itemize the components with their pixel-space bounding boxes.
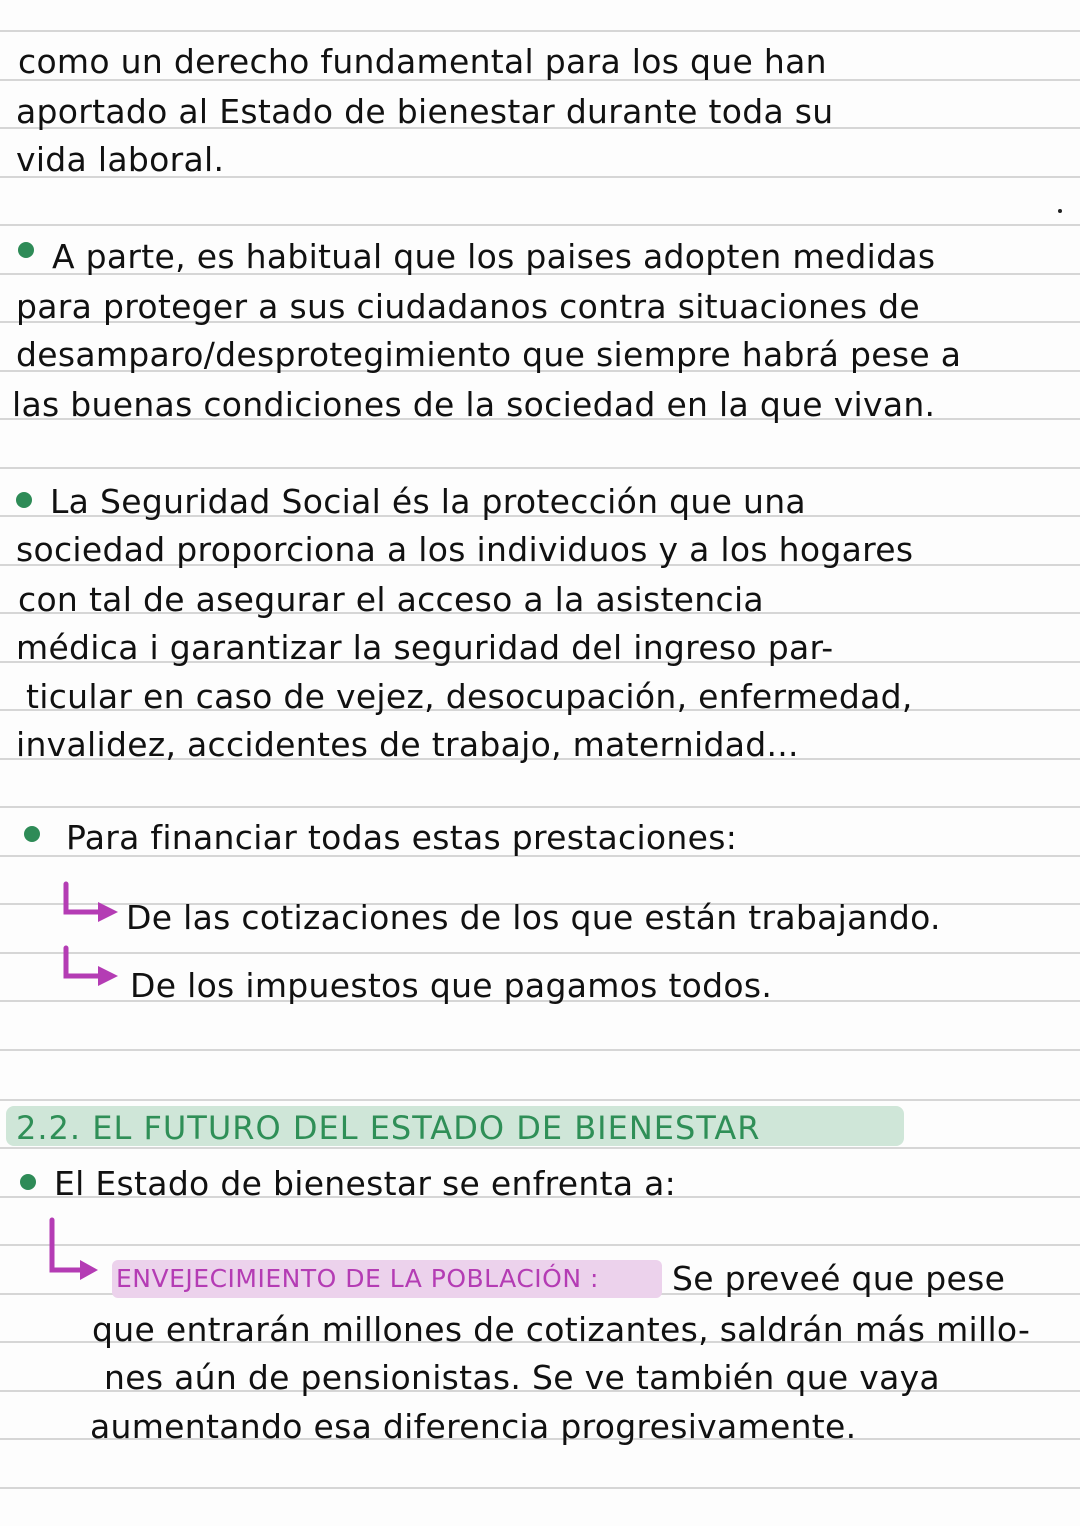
text-line: para proteger a sus ciudadanos contra situaciones de: [16, 287, 920, 326]
ruled-line: [0, 1049, 1080, 1051]
text-line: vida laboral.: [16, 140, 225, 179]
ruled-line: [0, 467, 1080, 469]
text-line: las buenas condiciones de la sociedad en la que vivan.: [12, 385, 936, 424]
list-item: De los impuestos que pagamos todos.: [130, 966, 773, 1005]
text-line: El Estado de bienestar se enfrenta a:: [54, 1164, 677, 1203]
text-line: nes aún de pensionistas. Se ve también que vaya: [104, 1358, 940, 1397]
ruled-line: [0, 1099, 1080, 1101]
bullet-dot-icon: [18, 242, 34, 258]
arrow-bent-right-icon: [60, 944, 124, 990]
text-line: Se preveé que pese: [672, 1259, 1006, 1298]
ruled-line: [0, 1244, 1080, 1246]
ruled-line: [0, 30, 1080, 32]
text-line: invalidez, accidentes de trabajo, maternidad...: [16, 725, 799, 764]
stray-pen-dot: [1058, 209, 1062, 213]
bullet-dot-icon: [24, 826, 40, 842]
text-line: médica i garantizar la seguridad del ingreso par-: [16, 628, 834, 667]
text-line: ticular en caso de vejez, desocupación, enfermedad,: [26, 677, 913, 716]
text-line: Para financiar todas estas prestaciones:: [66, 818, 738, 857]
list-item: De las cotizaciones de los que están trabajando.: [126, 898, 941, 937]
bullet-dot-icon: [16, 492, 32, 508]
ruled-line: [0, 224, 1080, 226]
text-line: A parte, es habitual que los paises adopten medidas: [52, 237, 936, 276]
bullet-dot-icon: [20, 1174, 36, 1190]
ruled-line: [0, 952, 1080, 954]
section-heading: 2.2. EL FUTURO DEL ESTADO DE BIENESTAR: [16, 1109, 761, 1147]
arrow-bent-right-icon: [46, 1216, 110, 1286]
text-line: que entrarán millones de cotizantes, saldrán más millo-: [92, 1310, 1031, 1349]
text-line: como un derecho fundamental para los que han: [18, 42, 827, 81]
ruled-line: [0, 1147, 1080, 1149]
item-label: ENVEJECIMIENTO DE LA POBLACIÓN :: [116, 1264, 599, 1293]
text-line: La Seguridad Social és la protección que una: [50, 482, 806, 521]
text-line: con tal de asegurar el acceso a la asistencia: [18, 580, 764, 619]
text-line: desamparo/desprotegimiento que siempre habrá pese a: [16, 335, 962, 374]
ruled-line: [0, 806, 1080, 808]
ruled-line: [0, 1487, 1080, 1489]
arrow-bent-right-icon: [60, 880, 124, 926]
text-line: sociedad proporciona a los individuos y a los hogares: [16, 530, 914, 569]
text-line: aportado al Estado de bienestar durante toda su: [16, 92, 834, 131]
text-line: aumentando esa diferencia progresivamente.: [90, 1407, 857, 1446]
